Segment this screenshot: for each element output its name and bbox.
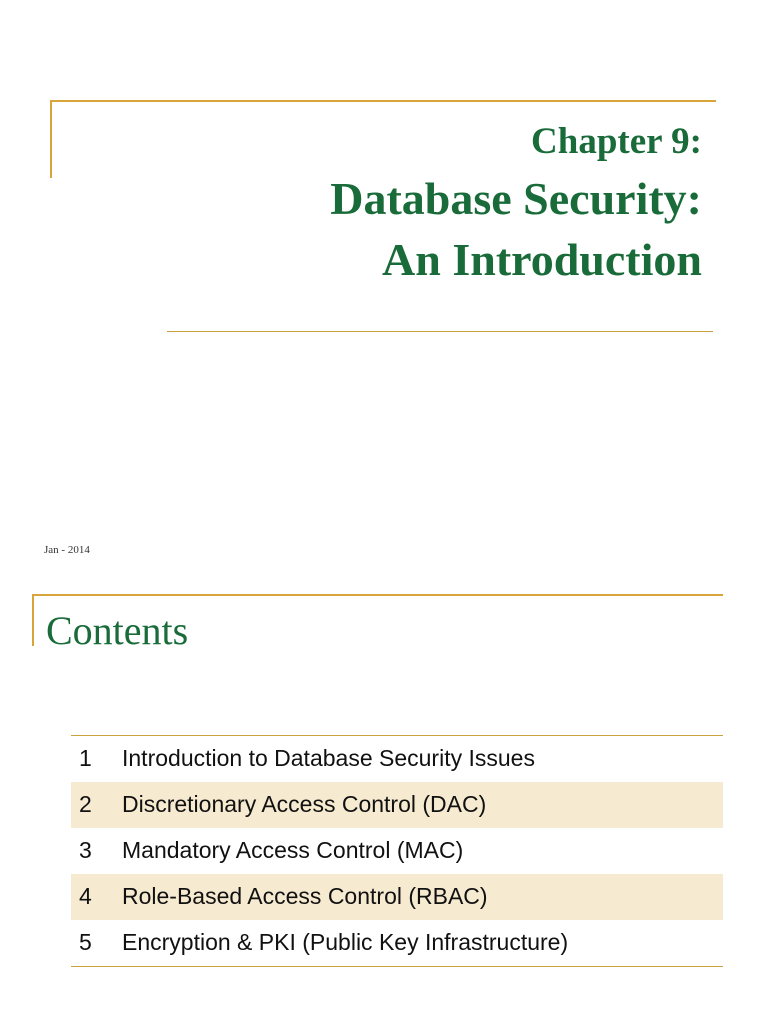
toc-row [71, 874, 723, 920]
top-gold-rule [50, 100, 716, 102]
chapter-label: Chapter 9: [531, 121, 702, 162]
contents-table [71, 735, 723, 967]
toc-row [71, 828, 723, 874]
left-gold-rule [50, 100, 52, 178]
toc-title: Encryption & PKI (Public Key Infrastructure) [122, 929, 569, 955]
toc-number: 5 [79, 929, 92, 955]
toc-row [71, 782, 723, 828]
title-line-1: Database Security: [330, 173, 702, 224]
toc-title: Mandatory Access Control (MAC) [122, 837, 464, 863]
slide-date: Jan - 2014 [44, 544, 90, 556]
toc-number: 3 [79, 837, 92, 863]
title-underline [167, 331, 713, 332]
toc-number: 4 [79, 883, 92, 909]
title-line-2: An Introduction [382, 234, 702, 285]
contents-heading: Contents [46, 608, 189, 653]
contents-left-gold-rule [32, 594, 34, 646]
toc-number: 1 [79, 745, 92, 771]
contents-top-gold-rule [32, 594, 723, 596]
toc-row [71, 920, 723, 966]
toc-number: 2 [79, 791, 92, 817]
toc-title: Discretionary Access Control (DAC) [122, 791, 487, 817]
toc-title: Role-Based Access Control (RBAC) [122, 883, 488, 909]
toc-row [71, 736, 723, 782]
toc-title: Introduction to Database Security Issues [122, 745, 535, 771]
contents-slide [0, 585, 768, 1024]
